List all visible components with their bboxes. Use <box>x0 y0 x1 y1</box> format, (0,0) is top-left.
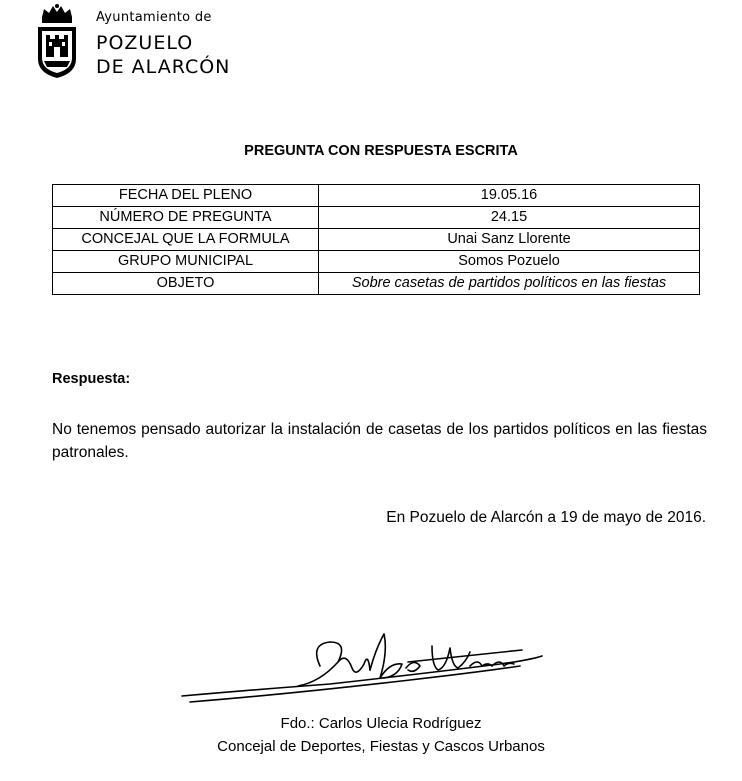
response-text: No tenemos pensado autorizar la instalación de casetas de los partidos políticos en las fiestas patronales. <box>52 421 707 461</box>
document-title: PREGUNTA CON RESPUESTA ESCRITA <box>244 143 518 159</box>
signer-title: Concejal de Deportes, Fiestas y Cascos Urbanos <box>217 738 545 755</box>
table-row <box>53 229 700 251</box>
row-value: Somos Pozuelo <box>319 251 700 273</box>
question-info-table <box>52 184 700 295</box>
table-row <box>53 273 700 295</box>
row-label: GRUPO MUNICIPAL <box>53 251 319 273</box>
row-label: OBJETO <box>53 273 319 295</box>
place-and-date: En Pozuelo de Alarcón a 19 de mayo de 2016. <box>386 509 706 526</box>
signer-name: Fdo.: Carlos Ulecia Rodríguez <box>280 715 482 732</box>
row-label: FECHA DEL PLENO <box>53 185 319 207</box>
table-row <box>53 251 700 273</box>
signer-block <box>0 712 742 758</box>
municipality-name <box>96 10 230 79</box>
coat-of-arms-logo <box>34 3 80 79</box>
table-row <box>53 207 700 229</box>
row-label: CONCEJAL QUE LA FORMULA <box>53 229 319 251</box>
org-line-2: POZUELO <box>96 32 194 54</box>
row-value: 24.15 <box>319 207 700 229</box>
row-value: Unai Sanz Llorente <box>319 229 700 251</box>
row-label: NÚMERO DE PREGUNTA <box>53 207 319 229</box>
row-value: Sobre casetas de partidos políticos en las fiestas <box>319 273 700 295</box>
org-line-1: Ayuntamiento de <box>96 10 212 25</box>
handwritten-signature <box>170 622 550 712</box>
response-label: Respuesta: <box>52 371 131 387</box>
row-value: 19.05.16 <box>319 185 700 207</box>
table-row <box>53 185 700 207</box>
org-line-3: DE ALARCÓN <box>96 56 231 78</box>
